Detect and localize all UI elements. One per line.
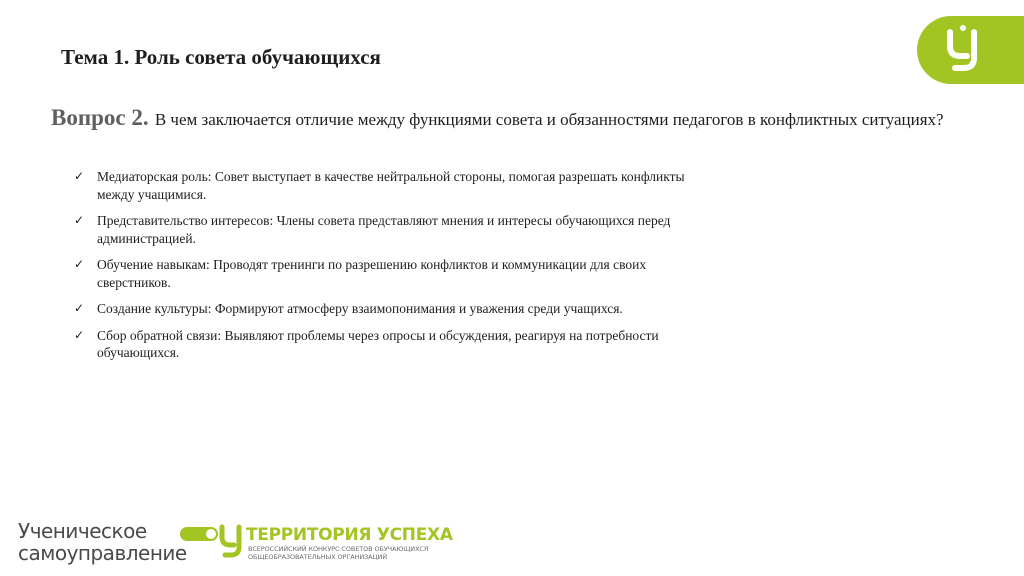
list-item [74,212,694,247]
answer-text: Обучение навыкам: Проводят тренинги по разрешению конфликтов и коммуникации для своих сверстников. [97,257,647,290]
answer-text: Сбор обратной связи: Выявляют проблемы через опросы и обсуждения, реагируя на потребности обучающихся. [97,327,659,360]
answer-text: Создание культуры: Формируют атмосферу взаимопонимания и уважения среди учащихся. [97,301,623,316]
checkmark-icon: ✓ [74,301,85,315]
list-item [74,256,694,291]
checkmark-icon: ✓ [74,327,85,342]
logo-student-self-government [18,519,208,567]
logo-right-subtitle-2: ОБЩЕОБРАЗОВАТЕЛЬНЫХ ОРГАНИЗАЦИЙ [248,553,387,561]
slide-title: Тема 1. Роль совета обучающихся [61,45,381,69]
list-item [74,168,694,203]
u-letter-logo-icon [218,521,244,561]
logo-right-subtitle-1: ВСЕРОССИЙСКИЙ КОНКУРС СОВЕТОВ ОБУЧАЮЩИХСЯ [248,545,429,553]
u-letter-logo-icon [943,24,983,76]
list-item [74,327,694,362]
answer-text: Медиаторская роль: Совет выступает в качестве нейтральной стороны, помогая разрешать конфликты между учащимися. [97,169,685,202]
question-label: Вопрос 2. [51,105,149,130]
corner-logo-badge [917,16,1024,84]
logo-left-line1: Ученическое [18,519,147,543]
logo-left-line2: самоуправление [18,541,187,565]
answer-text: Представительство интересов: Члены совета представляют мнения и интересы обучающихся перед администрацией. [97,213,671,246]
checkmark-icon: ✓ [74,213,85,227]
answer-list [74,168,694,371]
list-item [74,300,694,318]
toggle-pill-icon [180,527,218,541]
checkmark-icon: ✓ [74,257,85,271]
question-block [51,106,981,131]
checkmark-icon: ✓ [74,169,85,183]
logo-right-title: ТЕРРИТОРИЯ УСПЕХА [246,525,453,545]
question-text: В чем заключается отличие между функциями совета и обязанностями педагогов в конфликтных ситуациях? [154,110,944,129]
logo-territory-of-success [218,521,458,565]
